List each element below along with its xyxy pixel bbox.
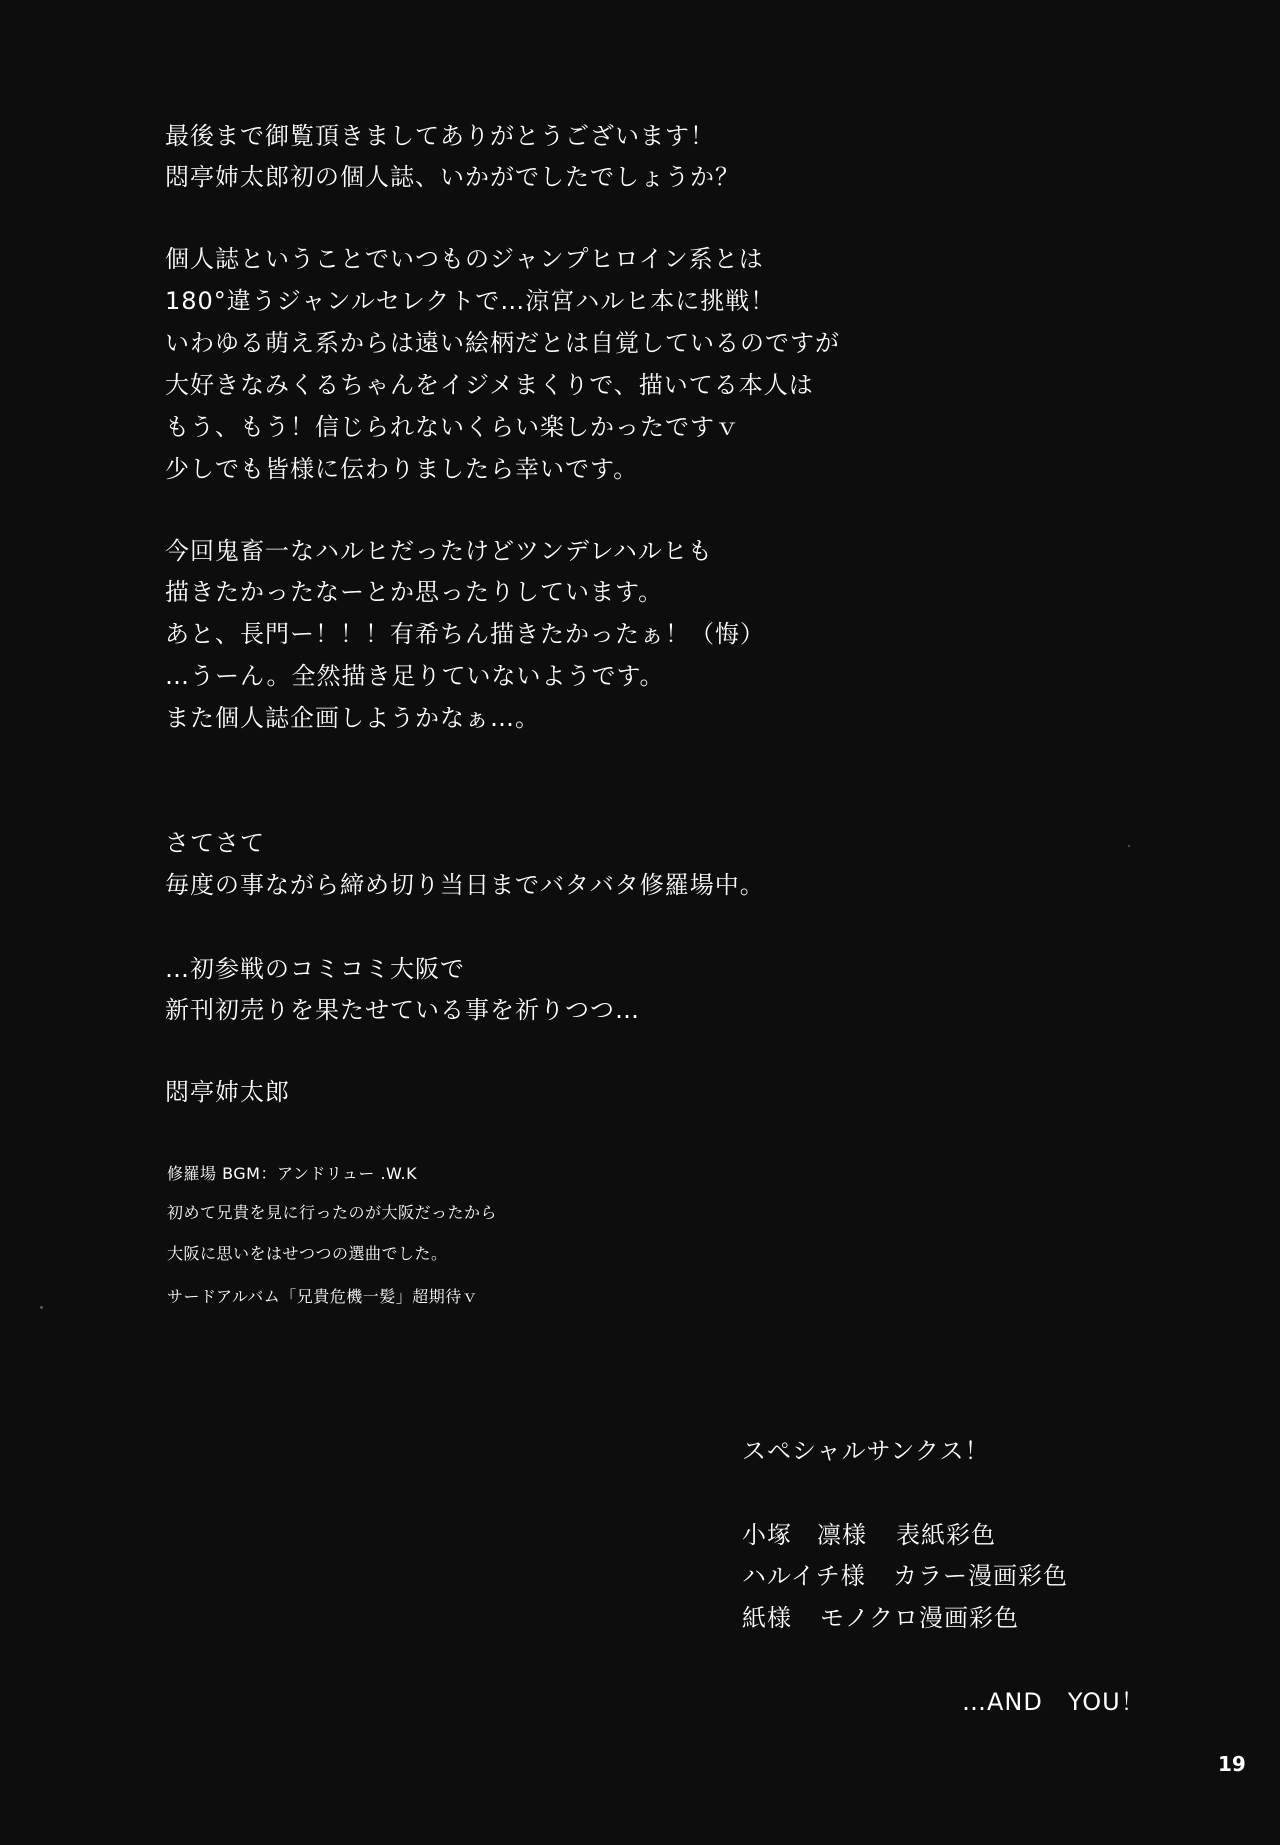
afterword-line: 描きたかったなーとか思ったりしています。 xyxy=(165,578,664,606)
bgm-note-line: 大阪に思いをはせつつの選曲でした。 xyxy=(167,1244,448,1263)
bgm-note-line: 初めて兄貴を見に行ったのが大阪だったから xyxy=(167,1203,498,1222)
afterword-line: 大好きなみくるちゃんをイジメまくりで、描いてる本人は xyxy=(165,371,814,399)
thanks-entry-role: モノクロ漫画彩色 xyxy=(820,1604,1020,1632)
thanks-entry-name: 紙様 xyxy=(742,1604,792,1632)
afterword-line: もう、もう！信じられないくらい楽しかったですｖ xyxy=(165,413,740,441)
afterword-line: また個人誌企画しようかなぁ…。 xyxy=(165,704,540,732)
afterword-line: 個人誌ということでいつものジャンプヒロイン系とは xyxy=(165,245,764,273)
afterword-line: …うーん。全然描き足りていないようです。 xyxy=(165,662,665,690)
thanks-entry-role: 表紙彩色 xyxy=(896,1521,996,1549)
afterword-line: 悶亭姉太郎初の個人誌、いかがでしたでしょうか？ xyxy=(165,163,740,191)
special-thanks-heading: スペシャルサンクス！ xyxy=(742,1437,990,1465)
afterword-line: 最後まで御覧頂きましてありがとうございます！ xyxy=(165,122,715,150)
thanks-entry-role: カラー漫画彩色 xyxy=(893,1562,1068,1590)
afterword-line: 少しでも皆様に伝わりましたら幸いです。 xyxy=(165,455,639,483)
thanks-entry-name: 小塚 凛様 xyxy=(742,1521,867,1549)
thanks-closing: …AND YOU！ xyxy=(962,1688,1146,1716)
afterword-line: …初参戦のコミコミ大阪で xyxy=(165,955,465,983)
bgm-note-line: 修羅場 BGM：アンドリュー .W.K xyxy=(167,1164,418,1183)
afterword-line: 新刊初売りを果たせている事を祈りつつ… xyxy=(165,996,640,1024)
scan-speck xyxy=(1128,845,1130,847)
afterword-line: 毎度の事ながら締め切り当日までバタバタ修羅場中。 xyxy=(165,871,765,899)
afterword-line: いわゆる萌え系からは遠い絵柄だとは自覚しているのですが xyxy=(165,329,840,357)
afterword-line: 今回鬼畜一なハルヒだったけどツンデレハルヒも xyxy=(165,537,713,565)
bgm-note-line: サードアルバム「兄貴危機一髪」超期待ｖ xyxy=(167,1287,479,1306)
thanks-entry-name: ハルイチ様 xyxy=(742,1562,866,1590)
author-signature: 悶亭姉太郎 xyxy=(165,1078,290,1106)
scan-speck xyxy=(40,1306,43,1309)
afterword-line: あと、長門ー！！！有希ちん描きたかったぁ！（悔） xyxy=(165,620,765,648)
afterword-line: さてさて xyxy=(165,829,265,857)
page-number: 19 xyxy=(1218,1752,1246,1776)
afterword-line: 180°違うジャンルセレクトで…涼宮ハルヒ本に挑戦！ xyxy=(165,287,776,315)
